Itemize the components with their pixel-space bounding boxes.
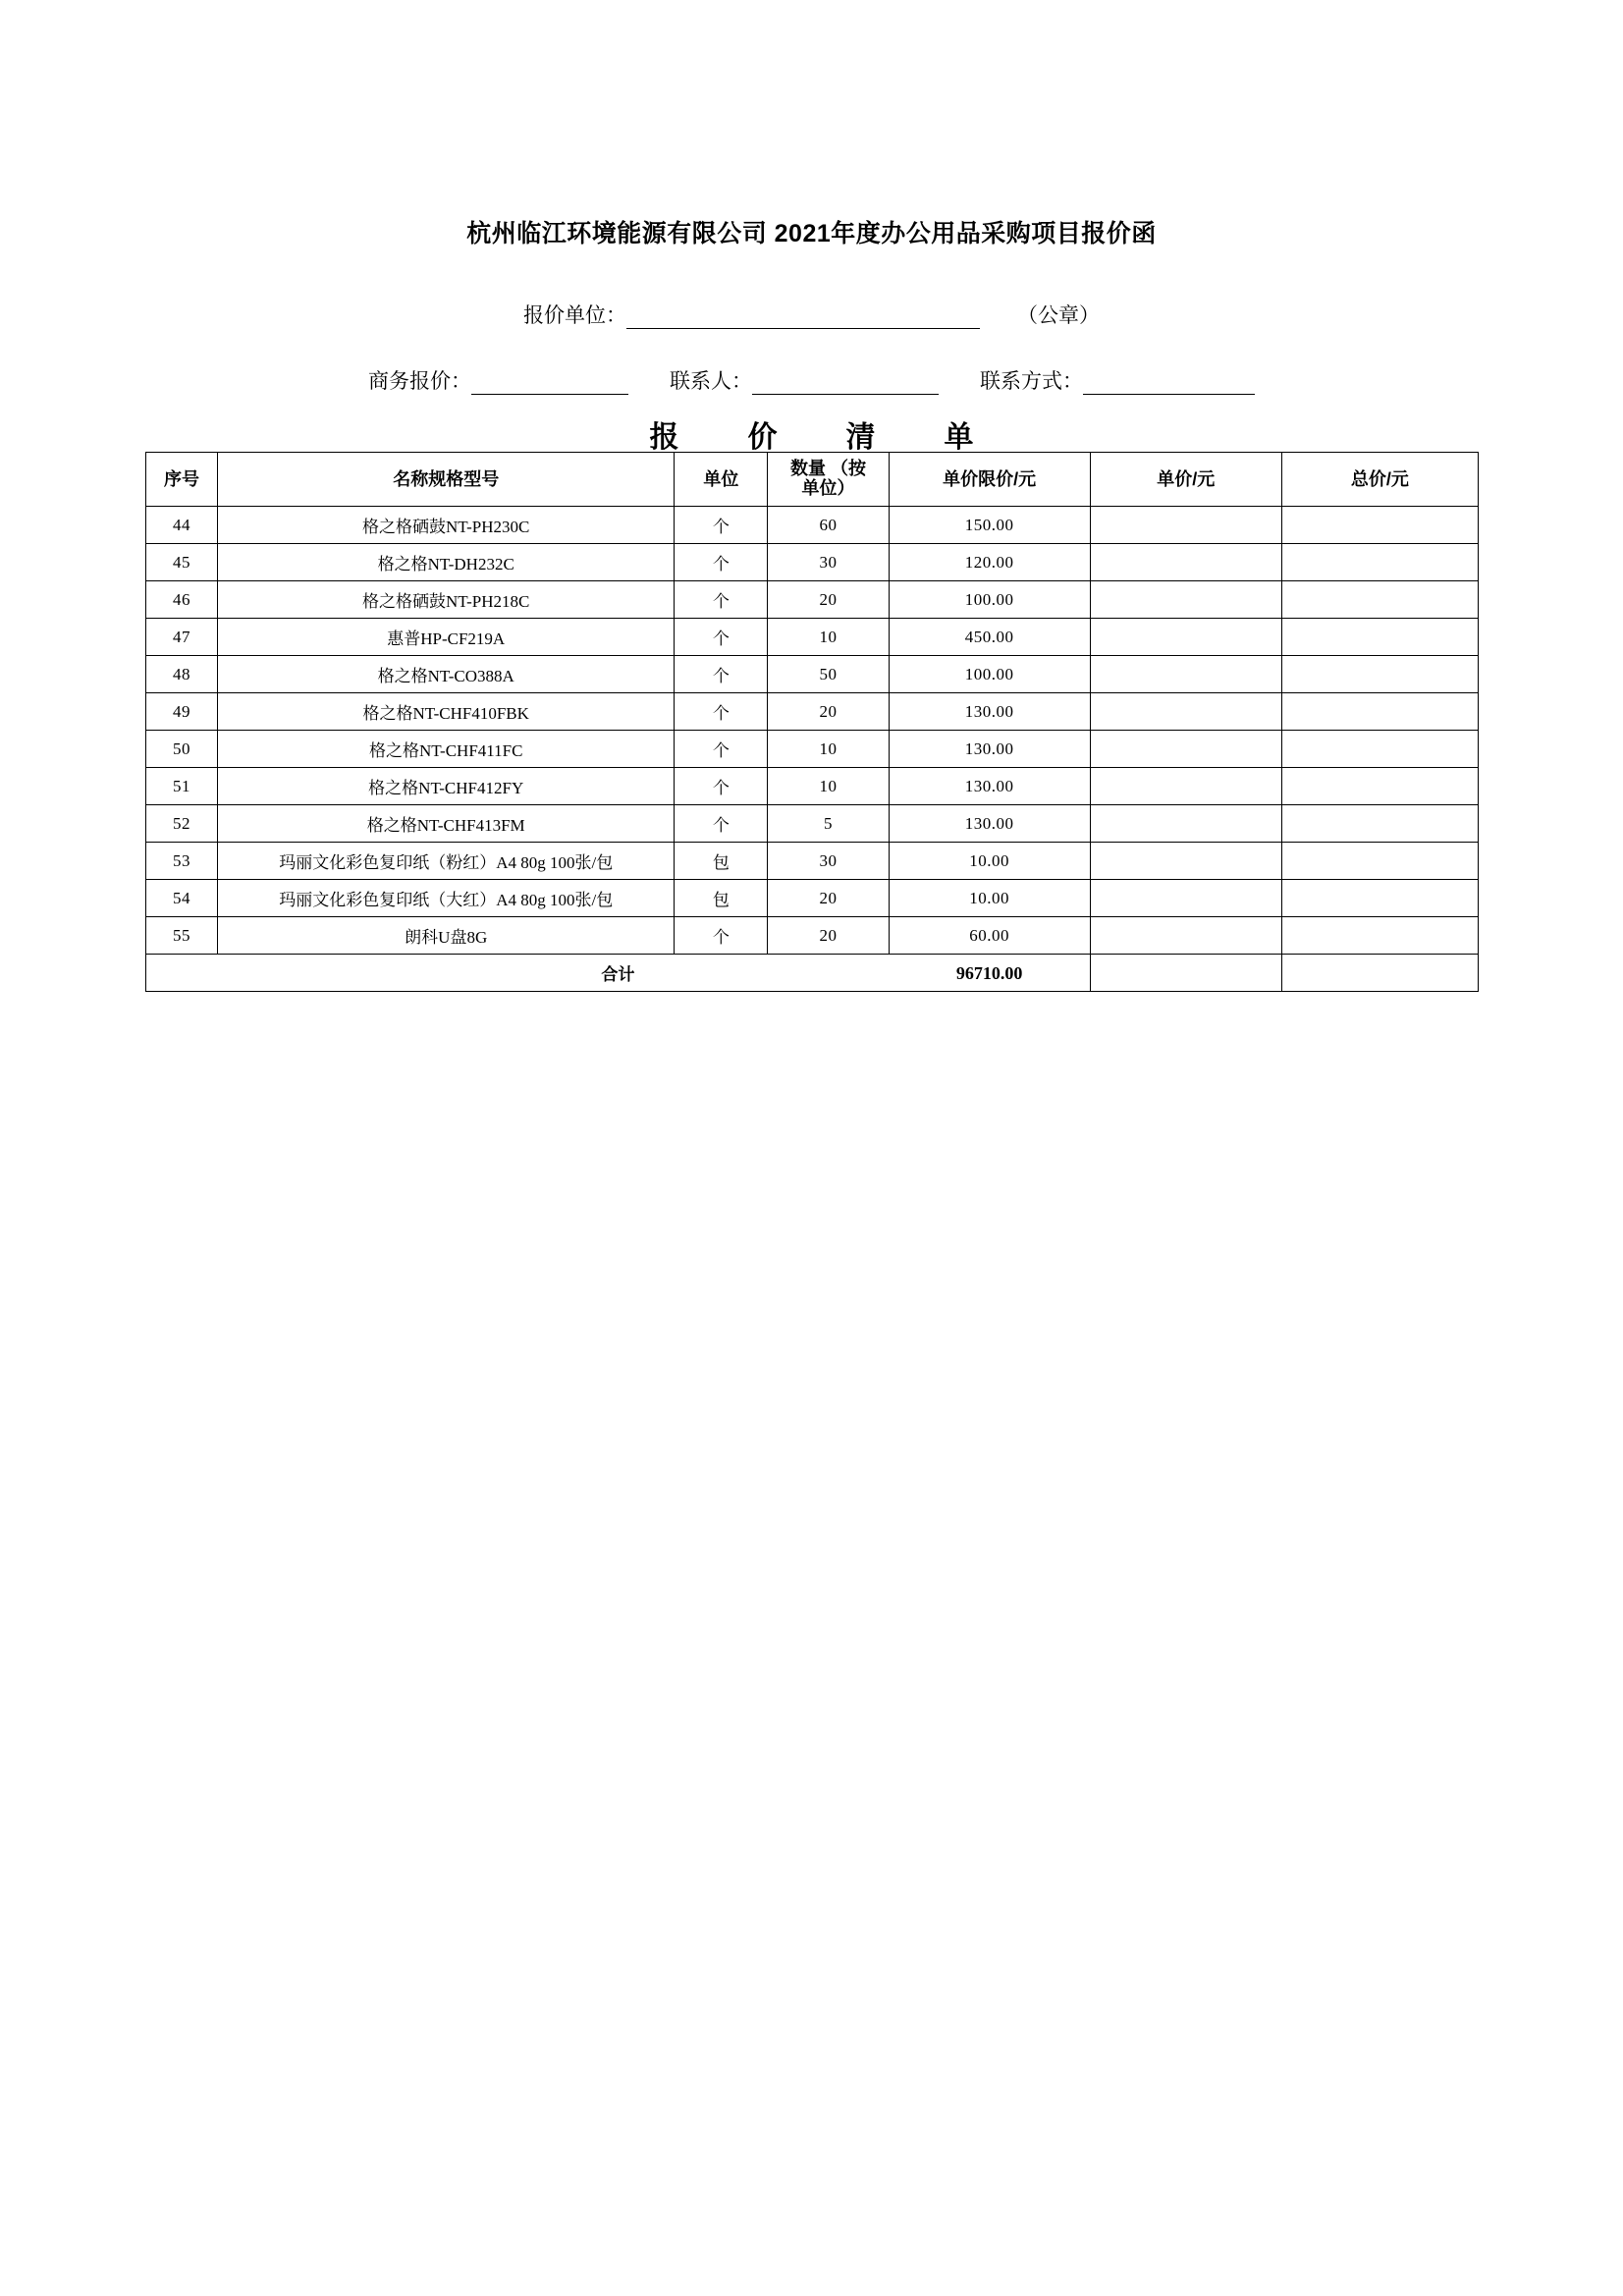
quote-table xyxy=(145,452,1479,992)
cell-limit-price: 130.00 xyxy=(889,693,1090,731)
cell-name: 格之格NT-CHF410FBK xyxy=(218,693,675,731)
cell-seq: 45 xyxy=(146,544,218,581)
cell-unit: 个 xyxy=(675,805,768,843)
header-quantity-line1: 数量 （按 xyxy=(789,459,866,479)
cell-seq: 55 xyxy=(146,917,218,955)
table-row xyxy=(146,507,1479,544)
header-quantity-line2: 单位） xyxy=(801,478,855,498)
total-label: 合计 xyxy=(146,955,1091,992)
cell-seq: 53 xyxy=(146,843,218,880)
table-row xyxy=(146,768,1479,805)
cell-limit-price: 100.00 xyxy=(889,656,1090,693)
cell-unit-price[interactable] xyxy=(1090,731,1281,768)
cell-name: 格之格NT-CHF411FC xyxy=(218,731,675,768)
cell-unit: 个 xyxy=(675,656,768,693)
cell-limit-price: 150.00 xyxy=(889,507,1090,544)
contact-method-input[interactable] xyxy=(1083,369,1255,395)
header-seq: 序号 xyxy=(146,453,218,507)
cell-seq: 49 xyxy=(146,693,218,731)
quote-unit-field-row xyxy=(0,300,1623,329)
cell-unit-price[interactable] xyxy=(1090,843,1281,880)
cell-quantity: 60 xyxy=(768,507,889,544)
header-name: 名称规格型号 xyxy=(218,453,675,507)
header-quantity xyxy=(768,453,889,507)
contact-field-row xyxy=(0,365,1623,395)
table-row xyxy=(146,805,1479,843)
cell-unit: 包 xyxy=(675,843,768,880)
table-row xyxy=(146,581,1479,619)
table-row xyxy=(146,656,1479,693)
cell-unit: 个 xyxy=(675,768,768,805)
table-row xyxy=(146,880,1479,917)
cell-name: 格之格NT-CHF413FM xyxy=(218,805,675,843)
cell-limit-price: 130.00 xyxy=(889,768,1090,805)
cell-unit-price[interactable] xyxy=(1090,880,1281,917)
cell-name: 玛丽文化彩色复印纸（大红）A4 80g 100张/包 xyxy=(218,880,675,917)
cell-quantity: 20 xyxy=(768,581,889,619)
cell-seq: 52 xyxy=(146,805,218,843)
cell-quantity: 5 xyxy=(768,805,889,843)
cell-total-price[interactable] xyxy=(1281,880,1478,917)
cell-total-price[interactable] xyxy=(1281,768,1478,805)
list-title-char-2: 价 xyxy=(747,421,778,454)
cell-quantity: 30 xyxy=(768,544,889,581)
cell-name: 惠普HP-CF219A xyxy=(218,619,675,656)
cell-unit: 个 xyxy=(675,619,768,656)
cell-unit: 个 xyxy=(675,544,768,581)
header-limit-price: 单价限价/元 xyxy=(889,453,1090,507)
cell-unit-price[interactable] xyxy=(1090,507,1281,544)
table-row xyxy=(146,693,1479,731)
cell-total-price[interactable] xyxy=(1281,619,1478,656)
contact-input[interactable] xyxy=(752,369,939,395)
cell-limit-price: 120.00 xyxy=(889,544,1090,581)
cell-unit: 个 xyxy=(675,917,768,955)
cell-name: 朗科U盘8G xyxy=(218,917,675,955)
total-limit-price: 96710.00 xyxy=(955,962,1023,983)
business-quote-input[interactable] xyxy=(471,369,628,395)
cell-seq: 47 xyxy=(146,619,218,656)
cell-unit-price[interactable] xyxy=(1090,768,1281,805)
header-unit: 单位 xyxy=(675,453,768,507)
cell-name: 格之格NT-CHF412FY xyxy=(218,768,675,805)
seal-label: （公章） xyxy=(1017,304,1100,327)
total-unit-price xyxy=(1090,955,1281,992)
cell-unit-price[interactable] xyxy=(1090,544,1281,581)
cell-seq: 48 xyxy=(146,656,218,693)
cell-name: 格之格NT-CO388A xyxy=(218,656,675,693)
table-row xyxy=(146,544,1479,581)
cell-name: 格之格硒鼓NT-PH230C xyxy=(218,507,675,544)
cell-total-price[interactable] xyxy=(1281,581,1478,619)
quote-list-title xyxy=(0,412,1623,456)
cell-total-price[interactable] xyxy=(1281,805,1478,843)
cell-quantity: 50 xyxy=(768,656,889,693)
cell-limit-price: 450.00 xyxy=(889,619,1090,656)
cell-unit: 个 xyxy=(675,693,768,731)
cell-total-price[interactable] xyxy=(1281,731,1478,768)
cell-unit-price[interactable] xyxy=(1090,917,1281,955)
cell-name: 格之格硒鼓NT-PH218C xyxy=(218,581,675,619)
cell-name: 格之格NT-DH232C xyxy=(218,544,675,581)
quote-unit-label: 报价单位： xyxy=(523,304,626,327)
cell-quantity: 10 xyxy=(768,731,889,768)
table-total-row xyxy=(146,955,1479,992)
contact-method-label: 联系方式： xyxy=(980,370,1083,393)
cell-seq: 54 xyxy=(146,880,218,917)
cell-unit-price[interactable] xyxy=(1090,656,1281,693)
cell-unit-price[interactable] xyxy=(1090,581,1281,619)
cell-quantity: 30 xyxy=(768,843,889,880)
header-total-price: 总价/元 xyxy=(1281,453,1478,507)
cell-unit: 包 xyxy=(675,880,768,917)
cell-quantity: 10 xyxy=(768,768,889,805)
contact-label: 联系人： xyxy=(670,370,752,393)
table-row xyxy=(146,917,1479,955)
table-row xyxy=(146,619,1479,656)
cell-limit-price: 60.00 xyxy=(889,917,1090,955)
quote-unit-input[interactable] xyxy=(626,303,980,329)
cell-quantity: 20 xyxy=(768,880,889,917)
cell-unit: 个 xyxy=(675,507,768,544)
cell-seq: 51 xyxy=(146,768,218,805)
cell-quantity: 10 xyxy=(768,619,889,656)
table-body xyxy=(146,507,1479,992)
table-row xyxy=(146,843,1479,880)
cell-limit-price: 10.00 xyxy=(889,880,1090,917)
cell-unit-price[interactable] xyxy=(1090,619,1281,656)
cell-total-price[interactable] xyxy=(1281,656,1478,693)
cell-total-price[interactable] xyxy=(1281,843,1478,880)
cell-unit-price[interactable] xyxy=(1090,805,1281,843)
cell-total-price[interactable] xyxy=(1281,693,1478,731)
cell-seq: 50 xyxy=(146,731,218,768)
cell-unit: 个 xyxy=(675,581,768,619)
cell-seq: 46 xyxy=(146,581,218,619)
cell-unit: 个 xyxy=(675,731,768,768)
business-quote-label: 商务报价： xyxy=(368,370,471,393)
cell-limit-price: 130.00 xyxy=(889,731,1090,768)
list-title-char-4: 单 xyxy=(944,421,974,454)
page-title: 杭州临江环境能源有限公司 2021年度办公用品采购项目报价函 xyxy=(466,220,1157,247)
list-title-char-3: 清 xyxy=(845,421,876,454)
cell-seq: 44 xyxy=(146,507,218,544)
cell-limit-price: 130.00 xyxy=(889,805,1090,843)
header-unit-price: 单价/元 xyxy=(1090,453,1281,507)
cell-name: 玛丽文化彩色复印纸（粉红）A4 80g 100张/包 xyxy=(218,843,675,880)
table-row xyxy=(146,731,1479,768)
list-title-char-1: 报 xyxy=(649,421,679,454)
cell-quantity: 20 xyxy=(768,917,889,955)
total-total-price xyxy=(1281,955,1478,992)
cell-total-price[interactable] xyxy=(1281,917,1478,955)
cell-quantity: 20 xyxy=(768,693,889,731)
cell-limit-price: 10.00 xyxy=(889,843,1090,880)
table-header-row xyxy=(146,453,1479,507)
cell-unit-price[interactable] xyxy=(1090,693,1281,731)
cell-total-price[interactable] xyxy=(1281,507,1478,544)
cell-limit-price: 100.00 xyxy=(889,581,1090,619)
cell-total-price[interactable] xyxy=(1281,544,1478,581)
